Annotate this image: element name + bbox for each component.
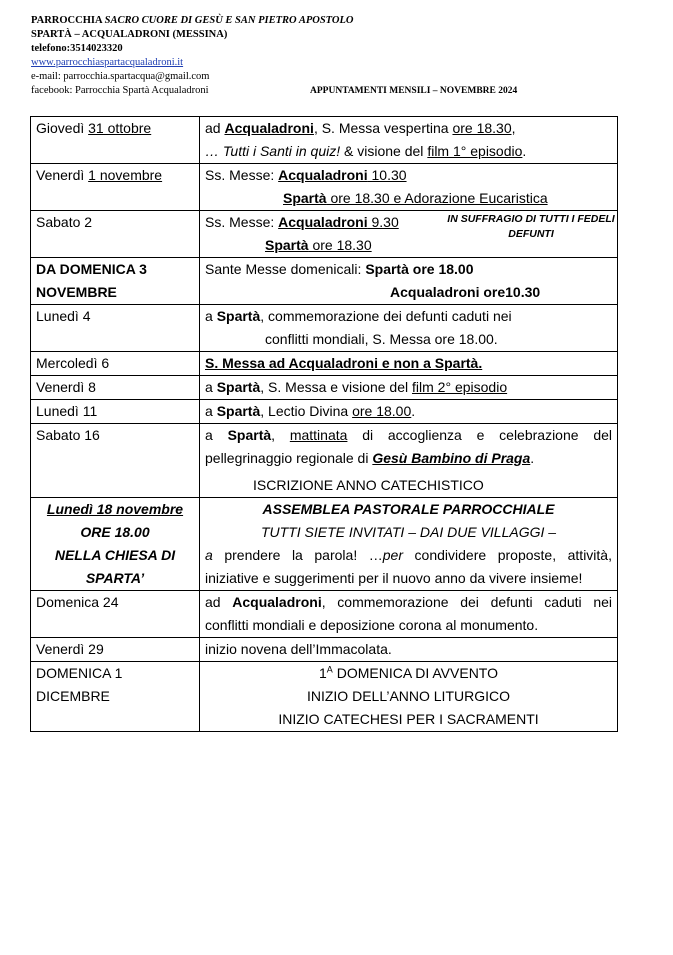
date-cell: Mercoledì 6 — [31, 352, 200, 376]
date-cell: Sabato 16 — [31, 424, 200, 498]
table-row — [31, 305, 618, 352]
table-row — [31, 498, 618, 591]
date-cell: Lunedì 4 — [31, 305, 200, 352]
parish-location: SPARTÀ – ACQUALADRONI (MESSINA) — [31, 29, 228, 40]
table-row — [31, 638, 618, 662]
parish-header — [31, 14, 518, 98]
date-cell: DOMENICA 1 DICEMBRE — [31, 662, 200, 732]
table-row — [31, 662, 618, 732]
date-cell: Domenica 24 — [31, 591, 200, 638]
table-row — [31, 164, 618, 211]
event-cell: ad Acqualadroni, commemorazione dei defunti caduti nei conflitti mondiali e deposizione corona al monumento. — [200, 591, 618, 638]
date-cell: Venerdì 8 — [31, 376, 200, 400]
table-row — [31, 117, 618, 164]
table-row — [31, 376, 618, 400]
table-row — [31, 258, 618, 305]
table-row — [31, 424, 618, 498]
event-cell: a Spartà, mattinata di accoglienza e celebrazione del pellegrinaggio regionale di Gesù Bambino di Praga. ISCRIZIONE ANNO CATECHISTICO — [200, 424, 618, 498]
parish-website-link[interactable]: www.parrocchiaspartacqualadroni.it — [31, 57, 184, 68]
schedule-table — [30, 116, 618, 732]
date-cell: Lunedì 11 — [31, 400, 200, 424]
event-cell: Sante Messe domenicali: Spartà ore 18.00 Acqualadroni ore10.30 — [200, 258, 618, 305]
date-cell: Giovedì 31 ottobre — [31, 117, 200, 164]
table-row — [31, 400, 618, 424]
event-cell: a Spartà, commemorazione dei defunti caduti nei conflitti mondiali, S. Messa ore 18.00. — [200, 305, 618, 352]
event-cell: $1^A$ DOMENICA DI AVVENTO INIZIO DELL’ANNO LITURGICO INIZIO CATECHESI PER I SACRAMENTI — [200, 662, 618, 732]
event-cell: Ss. Messe: Acqualadroni 9.30 Spartà ore 18.30 IN SUFFRAGIO DI TUTTI I FEDELI DEFUNTI — [200, 211, 618, 258]
event-cell: S. Messa ad Acqualadroni e non a Spartà. — [200, 352, 618, 376]
event-cell: ASSEMBLEA PASTORALE PARROCCHIALE TUTTI SIETE INVITATI – DAI DUE VILLAGGI – a prendere la parola! …per condividere proposte, attività, iniziative e suggerimenti per il nuovo anno da vivere insieme! — [200, 498, 618, 591]
date-cell: Sabato 2 — [31, 211, 200, 258]
table-row — [31, 591, 618, 638]
event-cell: a Spartà, Lectio Divina ore 18.00. — [200, 400, 618, 424]
parish-name: PARROCCHIA SACRO CUORE DI GESÙ E SAN PIETRO APOSTOLO — [31, 15, 354, 26]
event-cell: inizio novena dell’Immacolata. — [200, 638, 618, 662]
table-row — [31, 211, 618, 258]
event-cell: Ss. Messe: Acqualadroni 10.30 Spartà ore 18.30 e Adorazione Eucaristica — [200, 164, 618, 211]
parish-facebook: facebook: Parrocchia Spartà Acqualadroni — [31, 85, 209, 96]
table-row — [31, 352, 618, 376]
event-cell: a Spartà, S. Messa e visione del film 2° episodio — [200, 376, 618, 400]
date-cell: DA DOMENICA 3 NOVEMBRE — [31, 258, 200, 305]
date-cell: Venerdì 1 novembre — [31, 164, 200, 211]
parish-phone: telefono:3514023320 — [31, 43, 123, 54]
suffrage-note: IN SUFFRAGIO DI TUTTI I FEDELI DEFUNTI — [447, 213, 615, 240]
event-cell: ad Acqualadroni, S. Messa vespertina ore 18.30, … Tutti i Santi in quiz! & visione del film 1° episodio. — [200, 117, 618, 164]
date-cell: Lunedì 18 novembre ORE 18.00 NELLA CHIESA DI SPARTA’ — [31, 498, 200, 591]
monthly-title: APPUNTAMENTI MENSILI – NOVEMBRE 2024 — [310, 86, 518, 96]
date-cell: Venerdì 29 — [31, 638, 200, 662]
parish-email: e-mail: parrocchia.spartacqua@gmail.com — [31, 71, 210, 82]
